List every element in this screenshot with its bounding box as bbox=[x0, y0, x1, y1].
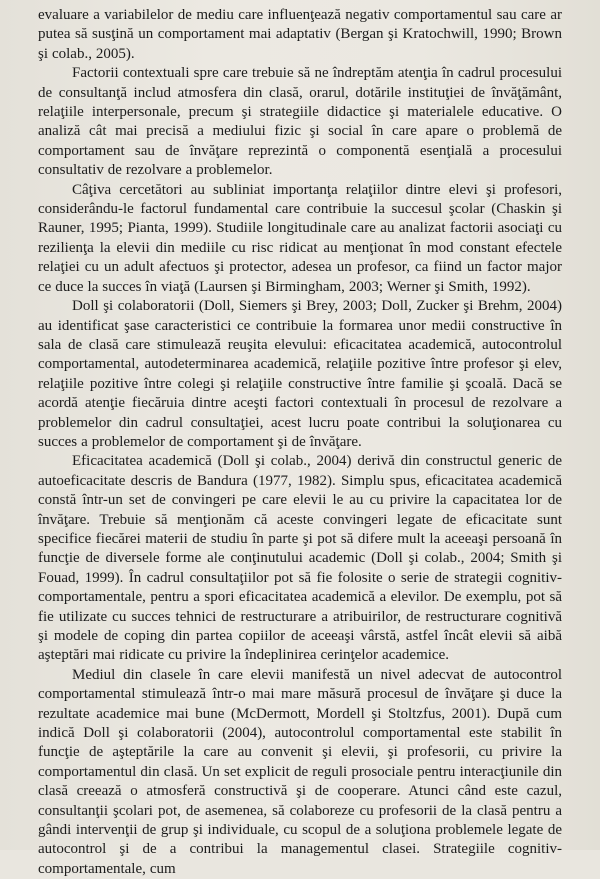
paragraph-behavioral-self-control: Mediul din clasele în care elevii manifestă un nivel adecvat de autocontrol comportamental stimulează într-o mai mare măsură procesul de învăţare şi duce la rezultate academice mai bune (McDermott, Mordell şi Stoltzfus, 2001). După cum indică Doll şi colaboratorii (2004), autocontrolul comportamental este stabilit în funcţie de aşteptările la care au convenit şi elevii, şi profesorii, cu privire la comportamentul din clasă. Un set explicit de reguli prosociale pentru interacţiunile din clasă creează o atmosferă constructivă şi de cooperare. Atunci când este cazul, consultanţii şcolari pot, de asemenea, să colaboreze cu profesorii de la clasă pentru a gândi intervenţii de grup şi individuale, cu scopul de a soluţiona problemele legate de autocontrol şi de a contribui la managementul clasei. Strategiile cognitiv-comportamentale, cum bbox=[38, 666, 562, 877]
paragraph-teacher-student-relations: Câţiva cercetători au subliniat importanţa relaţiilor dintre elevi şi profesori, considerându-le factorul fundamental care contribuie la succesul şcolar (Chaskin şi Rauner, 1995; Pianta, 1999). Studiile longitudinale care au analizat factorii asociaţi cu rezilienţa la elevii din mediile cu risc ridicat au menţionat în mod constant efectele relaţiei cu un adult afectuos şi protector, adesea un profesor, ca fiind un factor major ce duce la succes în viaţă (Laursen şi Birmingham, 2003; Werner şi Smith, 1992). bbox=[38, 181, 562, 295]
paragraph-doll-characteristics: Doll şi colaboratorii (Doll, Siemers şi Brey, 2003; Doll, Zucker şi Brehm, 2004) au identificat şase caracteristici ce contribuie la formarea unor medii constructive în sala de clasă care stimulează reuşita elevului: eficacitatea academică, autocontrolul comportamental, autodeterminarea academică, relaţiile pozitive între profesor şi elev, relaţiile pozitive între colegi şi relaţiile constructive între familie şi şcoală. Dacă se acordă atenţie fiecăruia dintre aceşti factori contextuali în procesul de rezolvare a problemelor din cadrul consultaţiei, acest lucru poate contribui la soluţionarea cu succes a problemelor de comportament şi de învăţare. bbox=[38, 298, 562, 450]
paragraph-contextual-factors: Factorii contextuali spre care trebuie să ne îndreptăm atenţia în cadrul procesului de consultanţă includ atmosfera din clasă, orarul, dotările instituţiei de învăţământ, relaţiile interpersonale, precum şi strategiile didactice şi materialele educative. O analiză cât mai precisă a mediului fizic şi social în care apare o problemă de comportament sau de învăţare reprezintă o componentă esenţială a procesului consultativ de rezolvare a problemelor. bbox=[38, 65, 562, 179]
paragraph-intro-continuation: evaluare a variabilelor de mediu care influenţează negativ comportamentul sau care ar putea să susţină un comportament mai adaptativ (Bergan şi Kratochwill, 1990; Brown şi colab., 2005). bbox=[38, 7, 562, 62]
paragraph-academic-efficacy: Eficacitatea academică (Doll şi colab., 2004) derivă din constructul generic de autoeficacitate descris de Bandura (1977, 1982). Simplu spus, eficacitatea academică constă într-un set de convingeri pe care elevii le au cu privire la capacitatea lor de învăţare. Trebuie să menţionăm că aceste convingeri legate de eficacitate sunt specifice fiecărei materii de studiu în parte şi pot să difere mult la aceeaşi persoană în funcţie de diversele forme ale conţinutului academic (Doll şi colab., 2004; Smith şi Fouad, 1999). În cadrul consultaţiilor pot să fie folosite o serie de strategii cognitiv-comportamentale, pentru a spori eficacitatea academică a elevilor. De exemplu, pot să fie utilizate cu succes tehnici de restructurare a atribuirilor, de restructurare cognitivă şi modele de coping din partea copiilor de aceeaşi vârstă, astfel încât elevii să aibă aşteptări mai ridicate cu privire la îndeplinirea cerinţelor academice. bbox=[38, 453, 562, 664]
